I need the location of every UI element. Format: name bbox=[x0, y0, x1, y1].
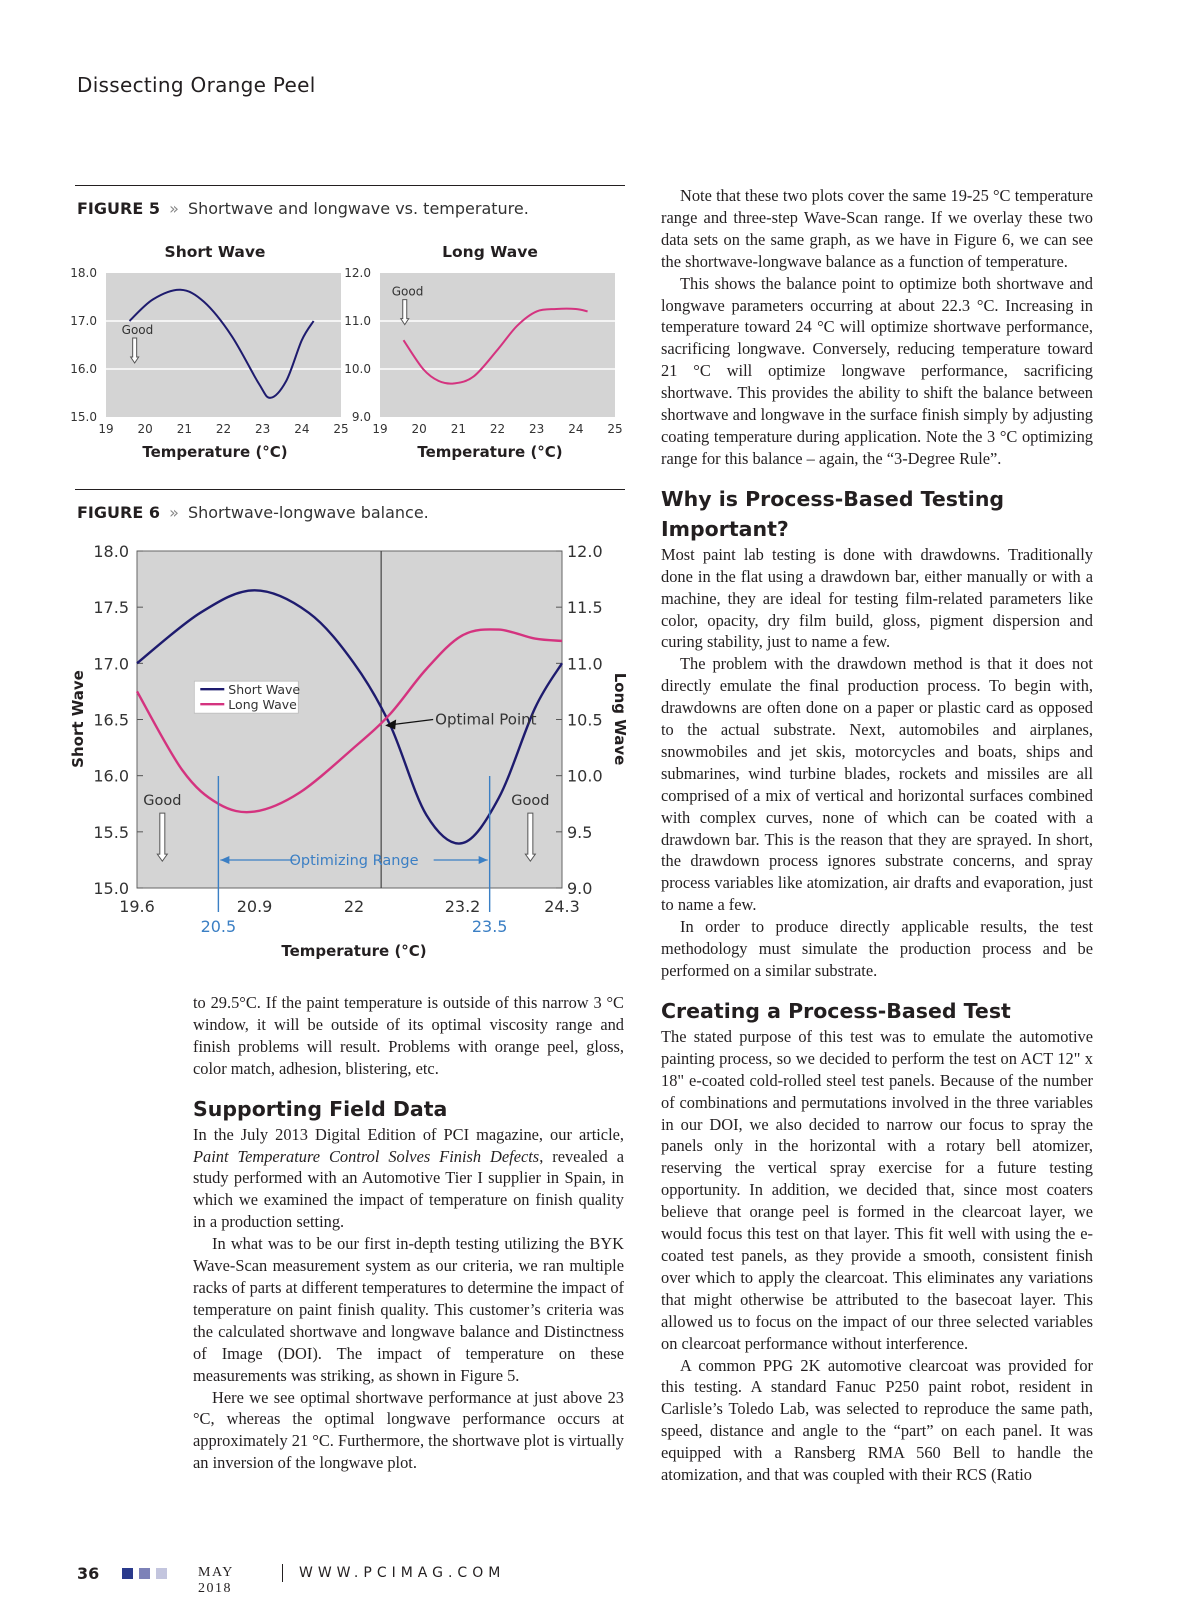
figure6-chart bbox=[65, 535, 635, 975]
figure5-label: FIGURE 5 bbox=[77, 199, 160, 218]
figure6-rule bbox=[75, 489, 625, 490]
x-tick-label: 22 bbox=[215, 422, 232, 436]
x-tick-label: 22 bbox=[343, 897, 365, 916]
y-tick-label: 16.0 bbox=[70, 362, 97, 376]
fig6-legend bbox=[194, 681, 300, 713]
y-tick-label: 15.0 bbox=[70, 410, 97, 424]
optimizing-range-label: Optimizing Range bbox=[289, 853, 419, 869]
x-tick-label: 20 bbox=[411, 422, 427, 436]
fig5-long-yticks bbox=[344, 266, 371, 424]
figure6-label: FIGURE 6 bbox=[77, 503, 160, 522]
x-tick-label: 21 bbox=[176, 422, 192, 436]
y-tick-label-left: 17.5 bbox=[93, 598, 129, 618]
x-tick-label: 19 bbox=[98, 422, 114, 436]
y-tick-label-left: 17.0 bbox=[93, 654, 129, 674]
fig5-short-xticks bbox=[98, 422, 348, 436]
y-tick-label: 12.0 bbox=[344, 266, 371, 280]
figure5-separator: » bbox=[169, 199, 179, 218]
figure5-caption bbox=[77, 199, 529, 218]
footer-square-2 bbox=[139, 1568, 150, 1579]
x-tick-label: 20 bbox=[137, 422, 153, 436]
y-tick-label: 9.0 bbox=[351, 410, 371, 424]
left-paragraph-3: In what was to be our first in-depth testing utilizing the BYK Wave-Scan measurement system as our criteria, we ran multiple racks of parts at different temperatures to determine the impact of temperature on paint finish quality. This customer’s criteria was the calculated shortwave and longwave balance and Distinctness of Image (DOI). The impact of temperature on these measurements was striking, as shown in Figure 5. bbox=[193, 1234, 624, 1385]
figure5-rule bbox=[75, 185, 625, 186]
fig6-ylabel-left: Short Wave bbox=[69, 670, 87, 768]
x-tick-label: 19 bbox=[372, 422, 388, 436]
x-tick-label: 24.3 bbox=[544, 897, 580, 916]
right-paragraph-2: This shows the balance point to optimize both shortwave and longwave parameters occurring at about 22.3 °C. Increasing in temperature toward 24 °C will optimize shortwave performance, sacrificing longwave. Conversely, reducing temperature toward 21 °C will optimize longwave performance, sacrificing shortwave. This provides the ability to shift the balance between shortwave and longwave in the surface finish simply by adjusting coating temperature during application. Note the 3 °C optimizing range for this balance – again, the “3-Degree Rule”. bbox=[661, 273, 1093, 468]
fig5-short-good-label: Good bbox=[121, 323, 154, 337]
y-tick-label: 10.0 bbox=[344, 362, 371, 376]
page-number: 36 bbox=[77, 1564, 100, 1583]
heading-process-based-testing: Why is Process-Based Testing Important? bbox=[661, 486, 1005, 541]
x-tick-label: 22 bbox=[489, 422, 506, 436]
y-tick-label-right: 12.0 bbox=[567, 542, 603, 561]
legend-entry: Short Wave bbox=[228, 682, 301, 698]
y-tick-label-right: 11.5 bbox=[567, 598, 603, 618]
right-paragraph-7: A common PPG 2K automotive clearcoat was provided for this testing. A standard Fanuc P250 paint robot, resident in Carlisle’s Toledo Lab, was selected to reproduce the same path, speed, distance and angle to the “part” on each panel. It was equipped with a Ransberg RMA 560 Bell to handle the atomization, and that was coupled with their RCS (Ratio bbox=[661, 1355, 1093, 1485]
x-tick-label: 19.6 bbox=[119, 897, 155, 916]
left-paragraph-4: Here we see optimal shortwave performance at just above 23 °C, whereas the optimal longwave performance occurs at approximately 21 °C. Furthermore, the shortwave plot is virtually an inversion of the longwave plot. bbox=[193, 1387, 624, 1473]
x-tick-label: 25 bbox=[333, 422, 349, 436]
y-tick-label-left: 15.5 bbox=[93, 822, 129, 842]
left-paragraph-1: to 29.5°C. If the paint temperature is outside of this narrow 3 °C window, it will be outside of its optimal viscosity range and finish problems will result. Problems with orange peel, gloss, color match, adhesion, blistering, etc. bbox=[193, 993, 624, 1078]
y-tick-label-left: 15.0 bbox=[93, 879, 129, 898]
fig5-short-yticks bbox=[70, 266, 97, 424]
right-paragraph-3: Most paint lab testing is done with drawdowns. Traditionally done in the flat using a drawdown bar, either manually or with a machine, they are ideal for testing film-related parameters like color, opacity, dry film build, gloss, pigment dispersion and curing stability, just to name a few. bbox=[661, 544, 1093, 652]
fig5-long-title: Long Wave bbox=[442, 243, 538, 261]
fig6-yticks-right bbox=[556, 542, 603, 898]
issue-date: MAY 2018 bbox=[198, 1565, 234, 1596]
x-tick-label: 23 bbox=[529, 422, 545, 436]
figure6-separator: » bbox=[169, 503, 179, 522]
right-paragraph-6: The stated purpose of this test was to emulate the automotive painting process, so we decided to perform the test on ACT 12" x 18" e-coated cold-rolled steel test panels. Because of the number of combinations and permutations involved in the three variables in our DOI, we also decided to narrow our focus to spray the panels only in the horizontal with a rotary bell atomizer, reserving the vertical spray exercise for a future testing opportunity. In addition, we decided that, since most coaters believe that orange peel is formed in the clearcoat layer, we would focus this test on that layer. This fit well with using the e-coated test panels, as they provide a smooth, consistent finish over which to apply the clearcoat. This eliminates any variations that might otherwise be attributed to the basecoat layer. This allowed us to focus on the impact of our three selected variables on clearcoat performance without interference. bbox=[661, 1026, 1093, 1353]
y-tick-label-right: 9.5 bbox=[567, 822, 593, 842]
x-tick-label: 24 bbox=[568, 422, 584, 436]
y-tick-label: 11.0 bbox=[344, 314, 371, 328]
x-tick-label: 24 bbox=[294, 422, 310, 436]
x-tick-label: 25 bbox=[607, 422, 623, 436]
heading-supporting-field-data: Supporting Field Data bbox=[193, 1096, 448, 1121]
x-tick-label: 23.2 bbox=[444, 897, 481, 916]
running-title: Dissecting Orange Peel bbox=[77, 73, 316, 97]
fig5-long-xlabel: Temperature (°C) bbox=[417, 443, 563, 461]
fig5-short-panel bbox=[70, 243, 348, 461]
figure5-caption-text: Shortwave and longwave vs. temperature. bbox=[187, 199, 529, 218]
right-paragraph-1: Note that these two plots cover the same 19-25 °C temperature range and three-step Wave-Scan range. If we overlay these two data sets on the same graph, as we have in Figure 6, we can see the shortwave-longwave balance as a function of temperature. bbox=[661, 186, 1093, 271]
y-tick-label: 18.0 bbox=[70, 266, 97, 280]
left-paragraph-2: In the July 2013 Digital Edition of PCI magazine, our article, Paint Temperature Control Solves Finish Defects, revealed a study performed with an Automotive Tier I supplier in Spain, in which we examined the impact of temperature on finish quality in a production setting. bbox=[193, 1124, 624, 1232]
fig5-long-xticks bbox=[372, 422, 622, 436]
range-boundary-label: 20.5 bbox=[200, 917, 237, 936]
fig6-ylabel-right: Long Wave bbox=[611, 672, 629, 766]
y-tick-label-right: 11.0 bbox=[567, 654, 603, 674]
fig5-long-panel bbox=[344, 243, 622, 461]
fig6-xlabel: Temperature (°C) bbox=[281, 942, 427, 960]
fig5-short-title: Short Wave bbox=[164, 243, 266, 261]
y-tick-label-left: 16.0 bbox=[93, 766, 129, 786]
figure6-caption-text: Shortwave-longwave balance. bbox=[187, 503, 429, 522]
x-tick-label: 20.9 bbox=[236, 897, 273, 916]
good-label-left: Good bbox=[143, 793, 182, 810]
right-paragraph-5: In order to produce directly applicable results, the test methodology must simulate the production process and be performed on a similar substrate. bbox=[661, 917, 1093, 980]
y-tick-label-left: 18.0 bbox=[93, 542, 129, 561]
article-title-italic: Paint Temperature Control Solves Finish Defects bbox=[193, 1146, 540, 1166]
y-tick-label: 17.0 bbox=[70, 314, 97, 328]
fig5-short-plot-bg bbox=[106, 273, 341, 417]
left-column bbox=[193, 992, 624, 1474]
range-boundary-label: 23.5 bbox=[471, 917, 508, 936]
y-tick-label-right: 10.5 bbox=[567, 710, 603, 730]
legend-entry: Long Wave bbox=[228, 697, 297, 713]
good-label-right: Good bbox=[511, 793, 550, 810]
right-paragraph-4: The problem with the drawdown method is that it does not directly emulate the final production process. To begin with, drawdowns are often done on a paper or plastic card as opposed to the actual substrate. Next, automobiles and airplanes, snowmobiles and jet skis, motorcycles and boats, ships and submarines, wind turbine blades, rockets and missiles are all comprised of a mix of vertical and horizontal surfaces combined with complex curves, none of which can be coated with a drawdown bar. This is the reason that they are sprayed. In short, the drawdown process ignores substrate concerns, and spray process variables like atomization, air drafts and evaporation, just to name a few. bbox=[661, 654, 1093, 915]
fig6-yticks-left bbox=[93, 542, 143, 898]
x-tick-label: 21 bbox=[450, 422, 466, 436]
x-tick-label: 23 bbox=[255, 422, 271, 436]
fig6-xticks bbox=[119, 897, 580, 916]
footer-square-3 bbox=[156, 1568, 167, 1579]
figure6-caption bbox=[77, 503, 429, 522]
optimal-point-label: Optimal Point bbox=[435, 710, 537, 729]
fig5-short-xlabel: Temperature (°C) bbox=[142, 443, 288, 461]
y-tick-label-right: 10.0 bbox=[567, 766, 603, 786]
website-link[interactable]: WWW.PCIMAG.COM bbox=[299, 1565, 506, 1581]
y-tick-label-left: 16.5 bbox=[93, 710, 129, 730]
figure5-chart bbox=[60, 235, 640, 480]
footer-square-1 bbox=[122, 1568, 133, 1579]
fig5-long-good-label: Good bbox=[391, 284, 424, 299]
heading-creating-process-based-test: Creating a Process-Based Test bbox=[661, 998, 1011, 1023]
y-tick-label-right: 9.0 bbox=[567, 879, 593, 898]
right-column bbox=[661, 185, 1093, 1486]
footer-divider bbox=[282, 1564, 283, 1582]
